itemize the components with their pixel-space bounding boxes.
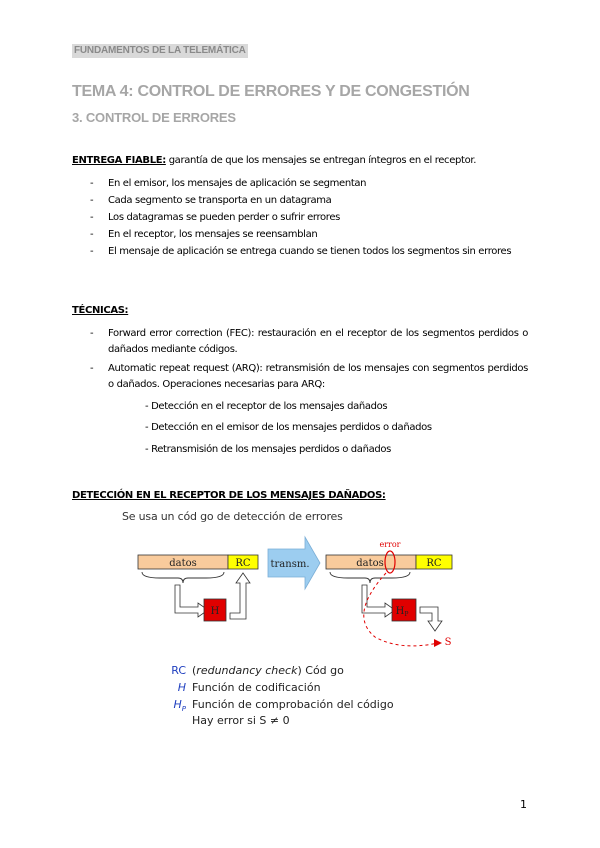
figure-caption: Se usa un cód go de detección de errores	[122, 510, 343, 523]
entrega-heading: ENTREGA FIABLE:	[72, 155, 166, 166]
entrega-text: garantía de que los mensajes se entregan íntegros en el receptor.	[165, 155, 477, 166]
arq-op: - Detección en el emisor de los mensajes perdidos o dañados	[145, 422, 432, 433]
feedback-arrowhead	[434, 639, 442, 647]
data-label-right: datos	[356, 558, 384, 569]
course-header: FUNDAMENTOS DE LA TELEMÁTICA	[74, 45, 246, 56]
arq-op: - Retransmisión de los mensajes perdidos o dañados	[145, 444, 391, 455]
arrow-to-s	[420, 607, 442, 631]
legend-item-hp: $H_P$ Función de comprobación del código	[173, 698, 394, 714]
document-page: FUNDAMENTOS DE LA TELEMÁTICA TEMA 4: CONTROL DE ERRORES Y DE CONGESTIÓN 3. CONTROL DE ERRORES ENTREGA FIABLE: garantía de que los mensajes se entregan íntegros en el receptor. - En el emisor, los mensajes de aplicación se segmentan - Cada segmento se transporta en un datagrama - Los datagramas se pueden perder o sufrir errores - En el receptor, los mensajes se reensamblan - El mensaje de aplicación se entrega cuando se tienen todos los segmentos sin errores TÉCNICAS: - Forward error correction (FEC): restauración en el receptor de los segmentos perdidos o dañados mediante códigos. - Automatic repeat request (ARQ): retransmisión de los mensajes con segmentos perdidos o dañados. Operaciones necesarias para ARQ: - Detección en el receptor de los mensajes dañados - Detección en el emisor de los mensajes perdidos o dañados - Retransmisión de los mensajes perdidos o dañados DETECCIÓN EN EL RECEPTOR DE LOS MENSAJES DAÑADOS: Se usa un cód go de detección de errores datos RC H transm. datos RC error $H_P$ S RC (redundancy check) Cód go H Función de codificación $H_P$ Función de comprobación del código Hay error si S ≠ 0 1	[72, 45, 528, 811]
arrow-to-h	[175, 585, 208, 617]
rc-label-left: RC	[235, 558, 251, 569]
error-detection-diagram	[120, 525, 480, 655]
h-label: H	[210, 606, 220, 617]
arq-op: - Detección en el receptor de los mensajes dañados	[145, 401, 388, 412]
error-label: error	[379, 540, 401, 549]
data-label-left: datos	[169, 558, 197, 569]
brace-left	[142, 572, 224, 583]
hp-label: $H_P$	[395, 606, 409, 618]
legend-item-h: H Función de codificación	[177, 681, 321, 694]
transm-label: transm.	[270, 559, 310, 570]
legend-error-condition: Hay error si S ≠ 0	[192, 714, 290, 727]
s-label: S	[444, 637, 452, 648]
section-title: 3. CONTROL DE ERRORES	[72, 110, 236, 125]
rc-label-right: RC	[426, 558, 442, 569]
arrow-to-hp	[362, 585, 395, 617]
legend-item-rc: RC (redundancy check) Cód go	[171, 664, 344, 677]
brace-right	[330, 572, 410, 583]
arrow-to-rc	[230, 573, 250, 619]
tecnicas-heading: TÉCNICAS:	[72, 305, 129, 316]
topic-title: TEMA 4: CONTROL DE ERRORES Y DE CONGESTIÓN	[72, 83, 470, 100]
page-number: 1	[520, 798, 527, 811]
deteccion-heading: DETECCIÓN EN EL RECEPTOR DE LOS MENSAJES DAÑADOS:	[72, 490, 386, 501]
entrega-paragraph	[72, 153, 476, 168]
